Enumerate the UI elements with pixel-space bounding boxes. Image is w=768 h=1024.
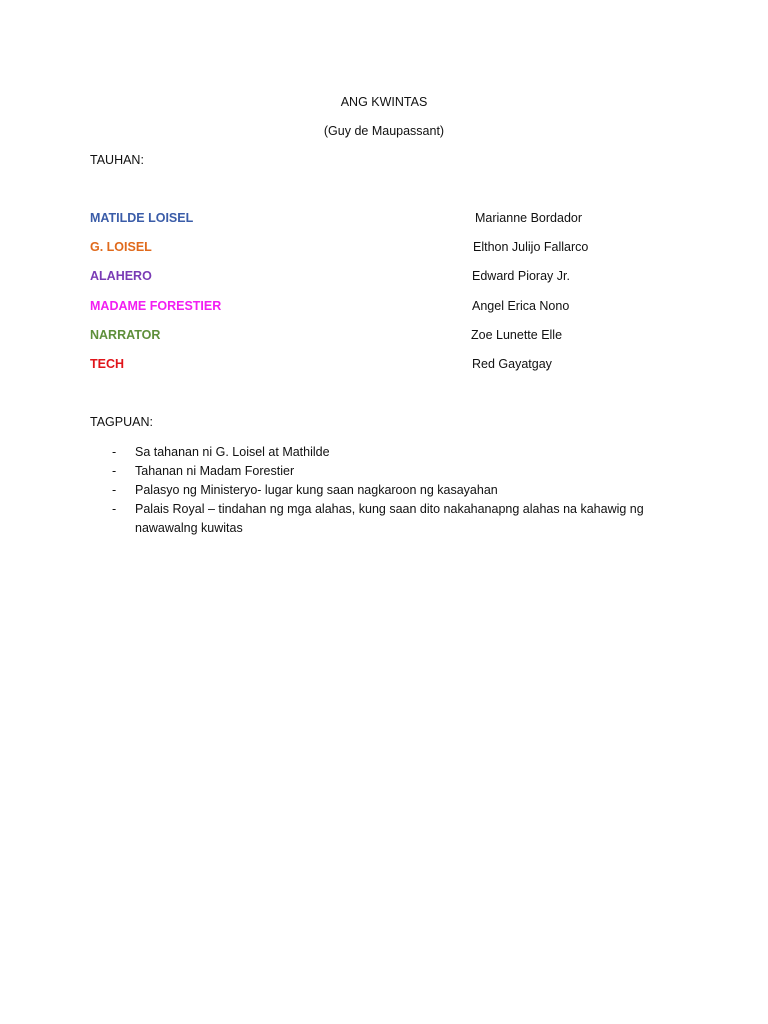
list-item [112,481,652,500]
cast-role: TECH [90,356,125,371]
cast-actor: Elthon Julijo Fallarco [473,240,589,255]
document-author: (Guy de Maupassant) [323,124,445,138]
cast-actor: Red Gayatgay [472,356,552,371]
list-item-text: Palasyo ng Ministeryo- lugar kung saan nagkaroon ng kasayahan [135,483,498,497]
setting-list [112,443,652,538]
setting-heading: TAGPUAN: [90,415,153,429]
list-bullet: - [112,502,117,516]
cast-row [90,269,650,298]
list-item [112,462,652,481]
cast-role: ALAHERO [90,269,152,284]
cast-actor: Zoe Lunette Elle [471,327,563,342]
cast-role: G. LOISEL [90,240,152,255]
cast-heading: TAUHAN: [90,153,144,167]
cast-actor: Angel Erica Nono [472,298,570,313]
document-title: ANG KWINTAS [340,95,428,109]
cast-actor: Edward Pioray Jr. [472,269,570,284]
cast-role: MADAME FORESTIER [90,298,222,313]
cast-role: NARRATOR [90,327,161,342]
cast-actor: Marianne Bordador [475,211,583,225]
list-item [112,500,652,538]
cast-row [90,357,650,386]
list-bullet: - [112,445,117,459]
list-bullet: - [112,464,117,478]
list-item-text: Sa tahanan ni G. Loisel at Mathilde [135,445,330,459]
cast-row [90,299,650,328]
list-item [112,443,652,462]
list-bullet: - [112,483,117,497]
list-item-text: Palais Royal – tindahan ng mga alahas, kung saan dito nakahanapng alahas na kahawig ng nawawalng kuwitas [135,502,644,535]
cast-row [90,211,650,240]
cast-role: MATILDE LOISEL [90,211,194,225]
cast-row [90,328,650,357]
cast-row [90,240,650,269]
list-item-text: Tahanan ni Madam Forestier [135,464,295,478]
cast-list [90,211,650,386]
